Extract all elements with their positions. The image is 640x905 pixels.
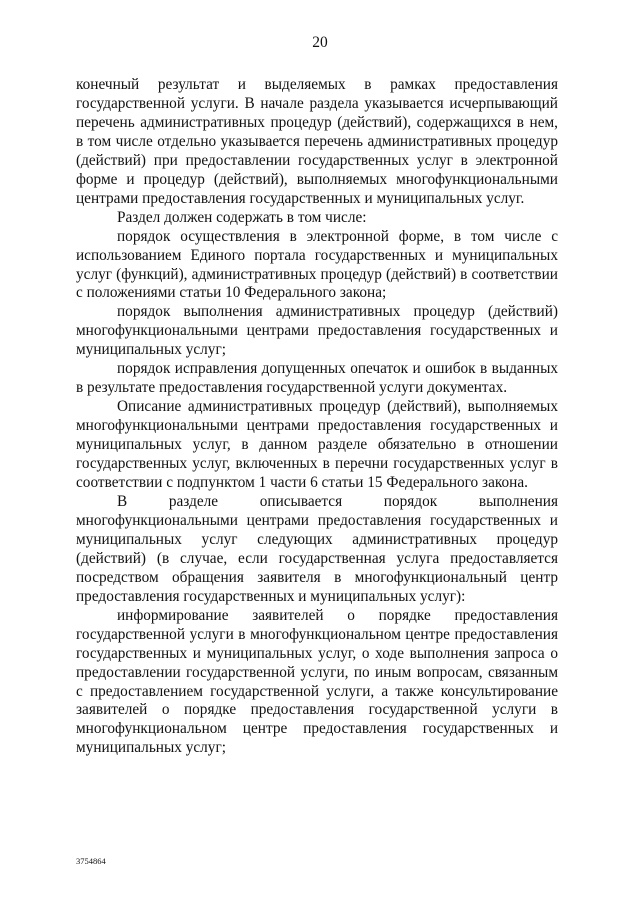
- paragraph-electronic-procedures: порядок осуществления в электронной форме, в том числе с использованием Единого портала государственных и муниципальных услуг (функций), административных процедур (действий) в соответствии с положениями статьи 10 Федерального закона;: [76, 227, 558, 302]
- paragraph-mfc-order: В разделе описывается порядок выполнения многофункциональными центрами предоставления государственных и муниципальных услуг следующих административных процедур (действий) (в случае, если государственная услуга предоставляется посредством обращения заявителя в многофункциональный центр предоставления государственных и муниципальных услуг):: [76, 492, 558, 605]
- document-code: 3754864: [76, 856, 106, 866]
- paragraph-informing-applicants: информирование заявителей о порядке предоставления государственной услуги в многофункциональном центре предоставления государственных и муниципальных услуг, о ходе выполнения запроса о предоставлении государственной услуги, по иным вопросам, связанным с предоставлением государственной услуги, а также консультирование заявителей о порядке предоставления государственной услуги в многофункциональном центре предоставления государственных и муниципальных услуг;: [76, 606, 558, 757]
- page-number: 20: [312, 34, 328, 51]
- paragraph-section-contents-intro: Раздел должен содержать в том числе:: [117, 208, 367, 226]
- document-body: [76, 76, 558, 758]
- paragraph-error-correction: порядок исправления допущенных опечаток и ошибок в выданных в результате предоставления государственной услуги документах.: [76, 360, 558, 397]
- paragraph-continuation: конечный результат и выделяемых в рамках предоставления государственной услуги. В начале раздела указывается исчерпывающий перечень административных процедур (действий), содержащихся в нем, в том числе отдельно указывается перечень административных процедур (действий) при предоставлении государственных услуг в электронной форме и процедур (действий), выполняемых многофункциональными центрами предоставления государственных и муниципальных услуг.: [76, 76, 558, 207]
- paragraph-mfc-description: Описание административных процедур (действий), выполняемых многофункциональными центрами предоставления государственных и муниципальных услуг, в данном разделе обязательно в отношении государственных услуг, включенных в перечни государственных услуг в соответствии с подпунктом 1 части 6 статьи 15 Федерального закона.: [76, 398, 558, 492]
- paragraph-mfc-procedures: порядок выполнения административных процедур (действий) многофункциональными центрами предоставления государственных и муниципальных услуг;: [76, 303, 558, 359]
